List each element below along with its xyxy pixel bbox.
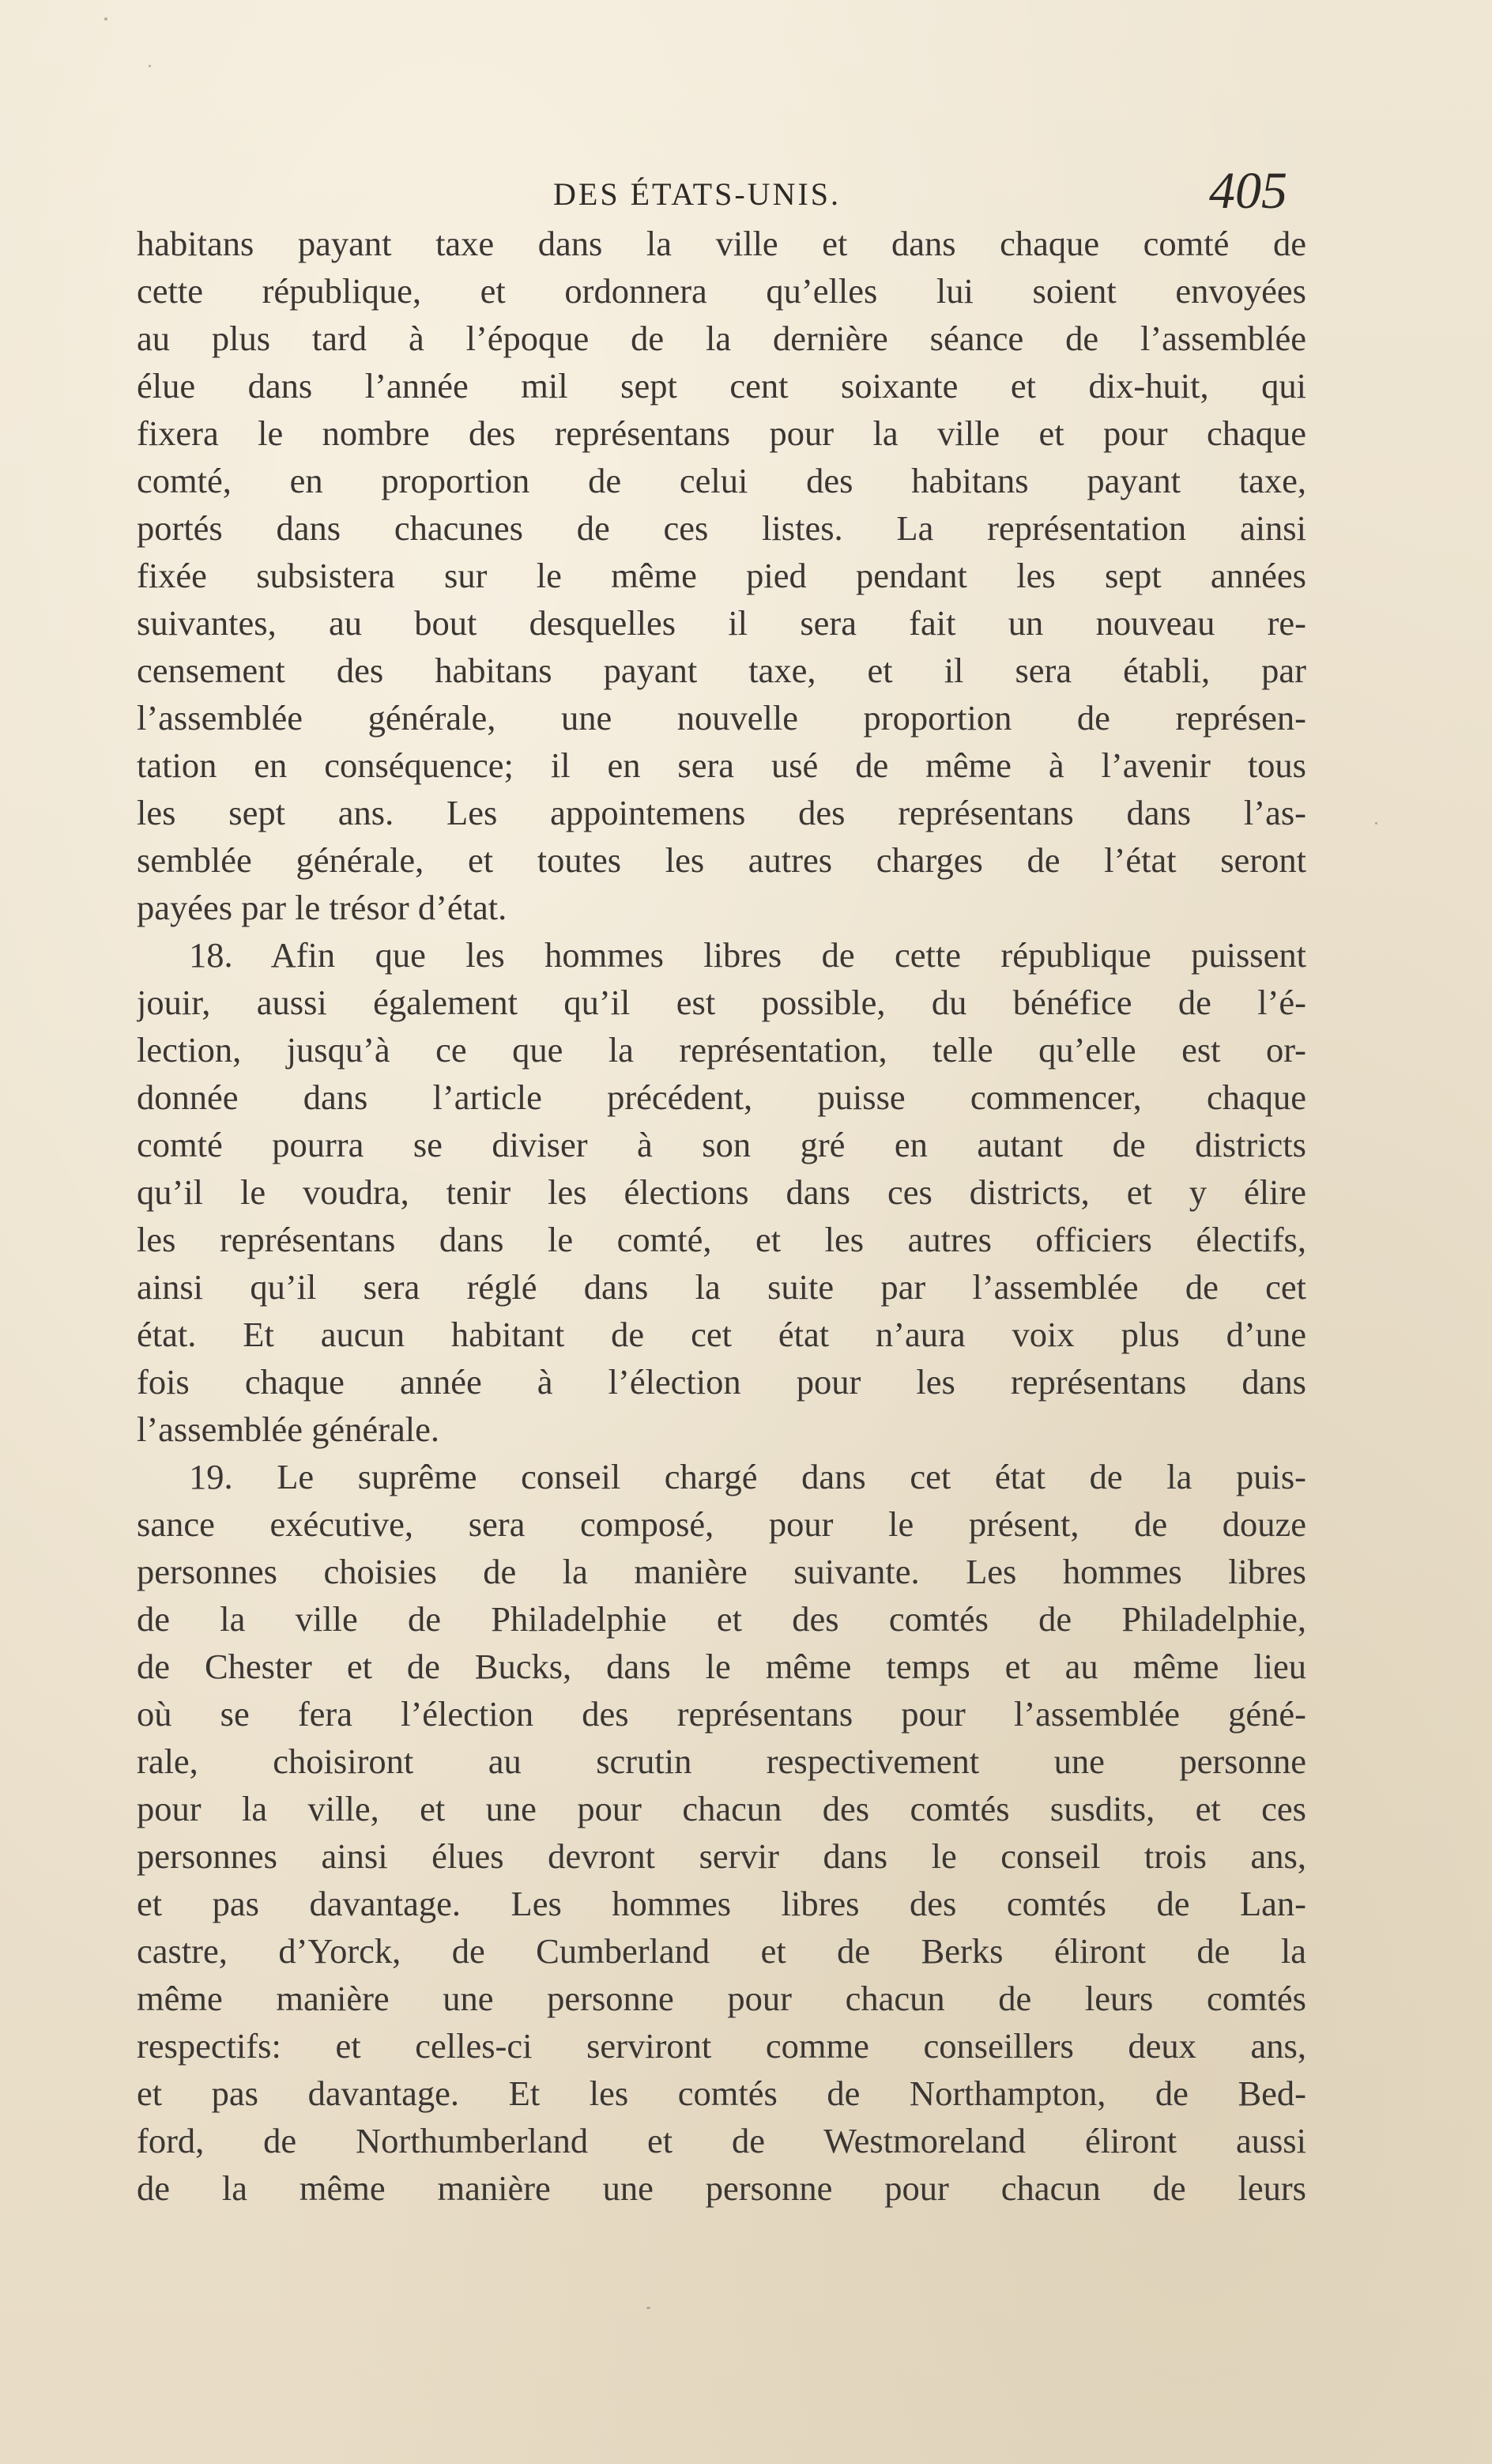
paper-speck [149, 65, 151, 67]
text-line: élue dans l’année mil sept cent soixante et dix-huit, qui [137, 366, 1306, 406]
text-line: fixera le nombre des représentans pour la ville et pour chaque [137, 413, 1306, 453]
text-line: jouir, aussi également qu’il est possible, du bénéfice de l’é- [137, 983, 1306, 1022]
text-line: de la même manière une personne pour chacun de leurs [137, 2168, 1306, 2208]
text-line: et pas davantage. Les hommes libres des comtés de Lan- [137, 1884, 1306, 1923]
text-line: habitans payant taxe dans la ville et dans chaque comté de [137, 224, 1306, 263]
text-line: respectifs: et celles-ci serviront comme conseillers deux ans, [137, 2026, 1306, 2066]
text-line: pour la ville, et une pour chacun des comtés susdits, et ces [137, 1789, 1306, 1828]
article-19-start: 19. Le suprême conseil chargé dans cet état de la puis- [189, 1457, 1306, 1496]
text-line: ainsi qu’il sera réglé dans la suite par l’assemblée de cet [137, 1267, 1306, 1307]
text-line: l’assemblée générale, une nouvelle proportion de représen- [137, 698, 1306, 738]
text-line: état. Et aucun habitant de cet état n’aura voix plus d’une [137, 1315, 1306, 1354]
text-line: fixée subsistera sur le même pied pendant les sept années [137, 556, 1306, 595]
text-line: comté pourra se diviser à son gré en autant de districts [137, 1125, 1306, 1164]
paper-speck [1375, 822, 1377, 824]
text-line: payées par le trésor d’état. [137, 888, 507, 927]
text-line: portés dans chacunes de ces listes. La représentation ainsi [137, 508, 1306, 548]
text-line: et pas davantage. Et les comtés de Northampton, de Bed- [137, 2073, 1306, 2113]
text-line: l’assemblée générale. [137, 1409, 439, 1449]
text-line: tation en conséquence; il en sera usé de même à l’avenir tous [137, 745, 1306, 785]
text-line: suivantes, au bout desquelles il sera fait un nouveau re- [137, 603, 1306, 643]
paper-speck [104, 17, 107, 21]
text-line: rale, choisiront au scrutin respectivement une personne [137, 1741, 1306, 1781]
text-line: de la ville de Philadelphie et des comtés de Philadelphie, [137, 1599, 1306, 1639]
text-line: censement des habitans payant taxe, et il sera établi, par [137, 651, 1306, 690]
text-line: semblée générale, et toutes les autres charges de l’état seront [137, 840, 1306, 880]
text-line: de Chester et de Bucks, dans le même temps et au même lieu [137, 1647, 1306, 1686]
text-line: cette république, et ordonnera qu’elles lui soient envoyées [137, 271, 1306, 311]
text-line: ford, de Northumberland et de Westmoreland éliront aussi [137, 2121, 1306, 2160]
text-line: castre, d’Yorck, de Cumberland et de Berks éliront de la [137, 1931, 1306, 1971]
body-text [137, 220, 1306, 2212]
text-line: personnes choisies de la manière suivante. Les hommes libres [137, 1552, 1306, 1591]
text-line: donnée dans l’article précédent, puisse commencer, chaque [137, 1077, 1306, 1117]
text-line: qu’il le voudra, tenir les élections dans ces districts, et y élire [137, 1172, 1306, 1212]
article-18-start: 18. Afin que les hommes libres de cette république puissent [189, 935, 1306, 975]
text-line: lection, jusqu’à ce que la représentation, telle qu’elle est or- [137, 1030, 1306, 1070]
page-number: 405 [1209, 162, 1287, 220]
running-head: DES ÉTATS-UNIS. [553, 176, 842, 212]
text-line: fois chaque année à l’élection pour les représentans dans [137, 1362, 1306, 1402]
text-line: les sept ans. Les appointemens des représentans dans l’as- [137, 793, 1306, 832]
text-line: où se fera l’élection des représentans pour l’assemblée géné- [137, 1694, 1306, 1734]
text-line: même manière une personne pour chacun de leurs comtés [137, 1979, 1306, 2018]
page-header [0, 161, 1492, 220]
text-line: personnes ainsi élues devront servir dans le conseil trois ans, [137, 1836, 1306, 1876]
text-line: comté, en proportion de celui des habitans payant taxe, [137, 461, 1306, 500]
text-line: au plus tard à l’époque de la dernière séance de l’assemblée [137, 319, 1306, 358]
text-line: les représentans dans le comté, et les autres officiers électifs, [137, 1220, 1306, 1259]
paper-speck [646, 2307, 650, 2309]
text-line: sance exécutive, sera composé, pour le présent, de douze [137, 1504, 1306, 1544]
